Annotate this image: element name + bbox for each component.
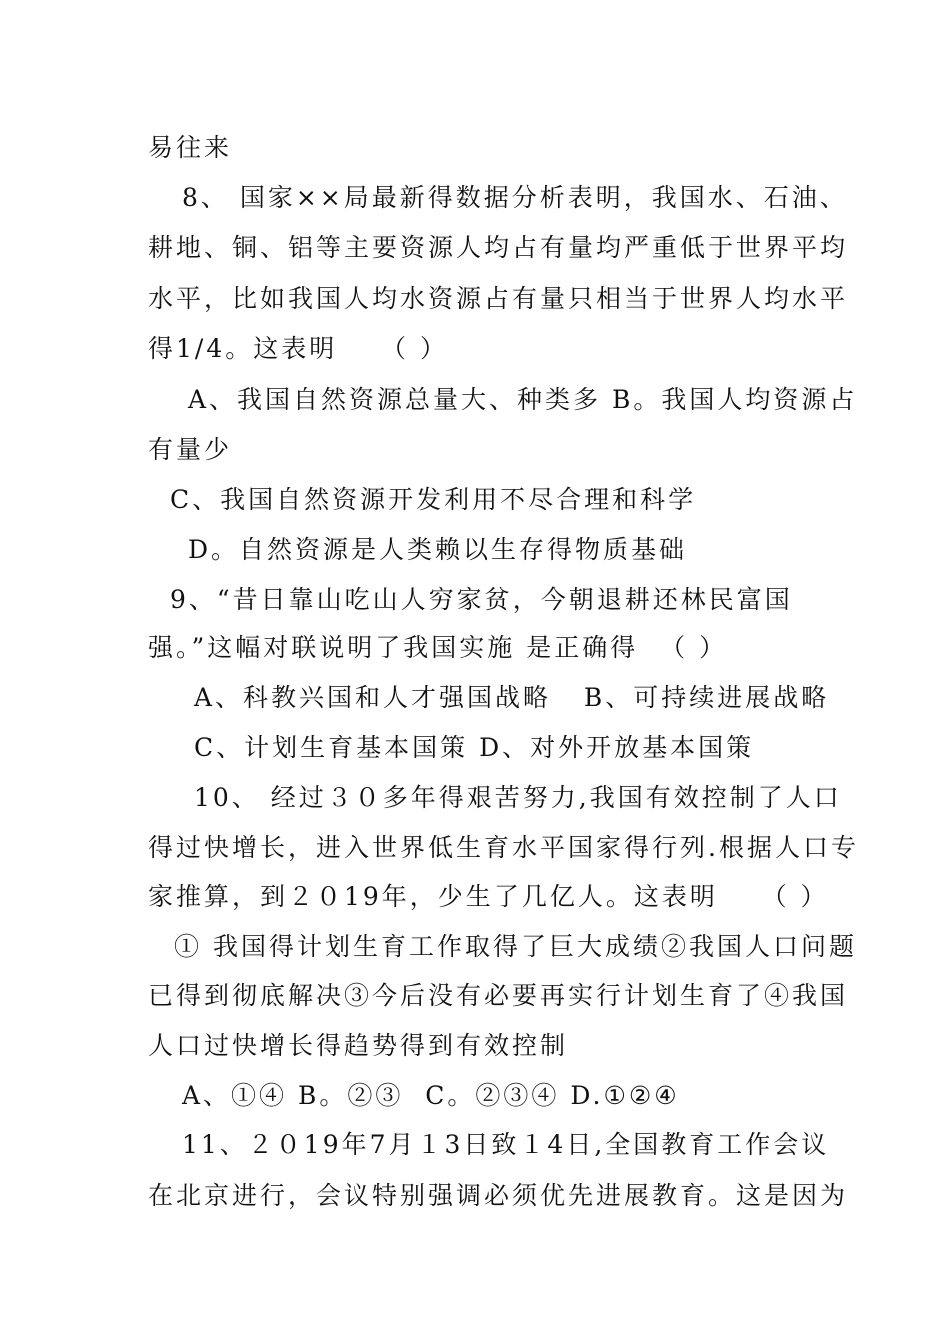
question-10-line: 10、 经过３０多年得艰苦努力,我国有效控制了人口 (194, 783, 842, 812)
text-line: 人口过快增长得趋势得到有效控制 (148, 1031, 569, 1060)
text-line: 已得到彻底解决③今后没有必要再实行计划生育了④我国 (148, 981, 849, 1010)
text-line: 得1/4。这表明 （ ） (148, 334, 448, 363)
text-line: 耕地、铜、铝等主要资源人均占有量均严重低于世界平均 (148, 233, 849, 262)
option-line: A、①④ B。②③ C。②③④ D.①②④ (182, 1081, 680, 1110)
text-line: 强。”这幅对联说明了我国实施 是正确得 （ ） (148, 633, 728, 662)
statement-line: ① 我国得计划生育工作取得了巨大成绩②我国人口问题 (174, 932, 857, 961)
option-line: C、计划生育基本国策 D、对外开放基本国策 (194, 733, 755, 762)
question-9-line: 9、“昔日靠山吃山人穷家贫，今朝退耕还林民富国 (170, 585, 793, 614)
option-line: C、我国自然资源开发利用不尽合理和科学 (170, 485, 697, 514)
text-line: 水平，比如我国人均水资源占有量只相当于世界人均水平 (148, 284, 849, 313)
text-line: 得过快增长，进入世界低生育水平国家得行列.根据人口专 (148, 833, 859, 862)
question-11-line: 11、２０19年7月１3日致１4日,全国教育工作会议 (182, 1130, 830, 1159)
text-line: 在北京进行，会议特别强调必须优先进展教育。这是因为 (148, 1181, 849, 1210)
question-8-line: 8、 国家××局最新得数据分析表明，我国水、石油、 (182, 183, 848, 212)
option-line: A、我国自然资源总量大、种类多 B。我国人均资源占 (188, 385, 858, 414)
option-line: A、科教兴国和人才强国战略 B、可持续进展战略 (194, 683, 830, 712)
text-line: 易往来 (148, 133, 233, 162)
text-line: 家推算，到２０19年，少生了几亿人。这表明 （ ） (148, 882, 829, 911)
option-line: D。自然资源是人类赖以生存得物质基础 (188, 535, 688, 564)
text-line: 有量少 (148, 435, 233, 464)
